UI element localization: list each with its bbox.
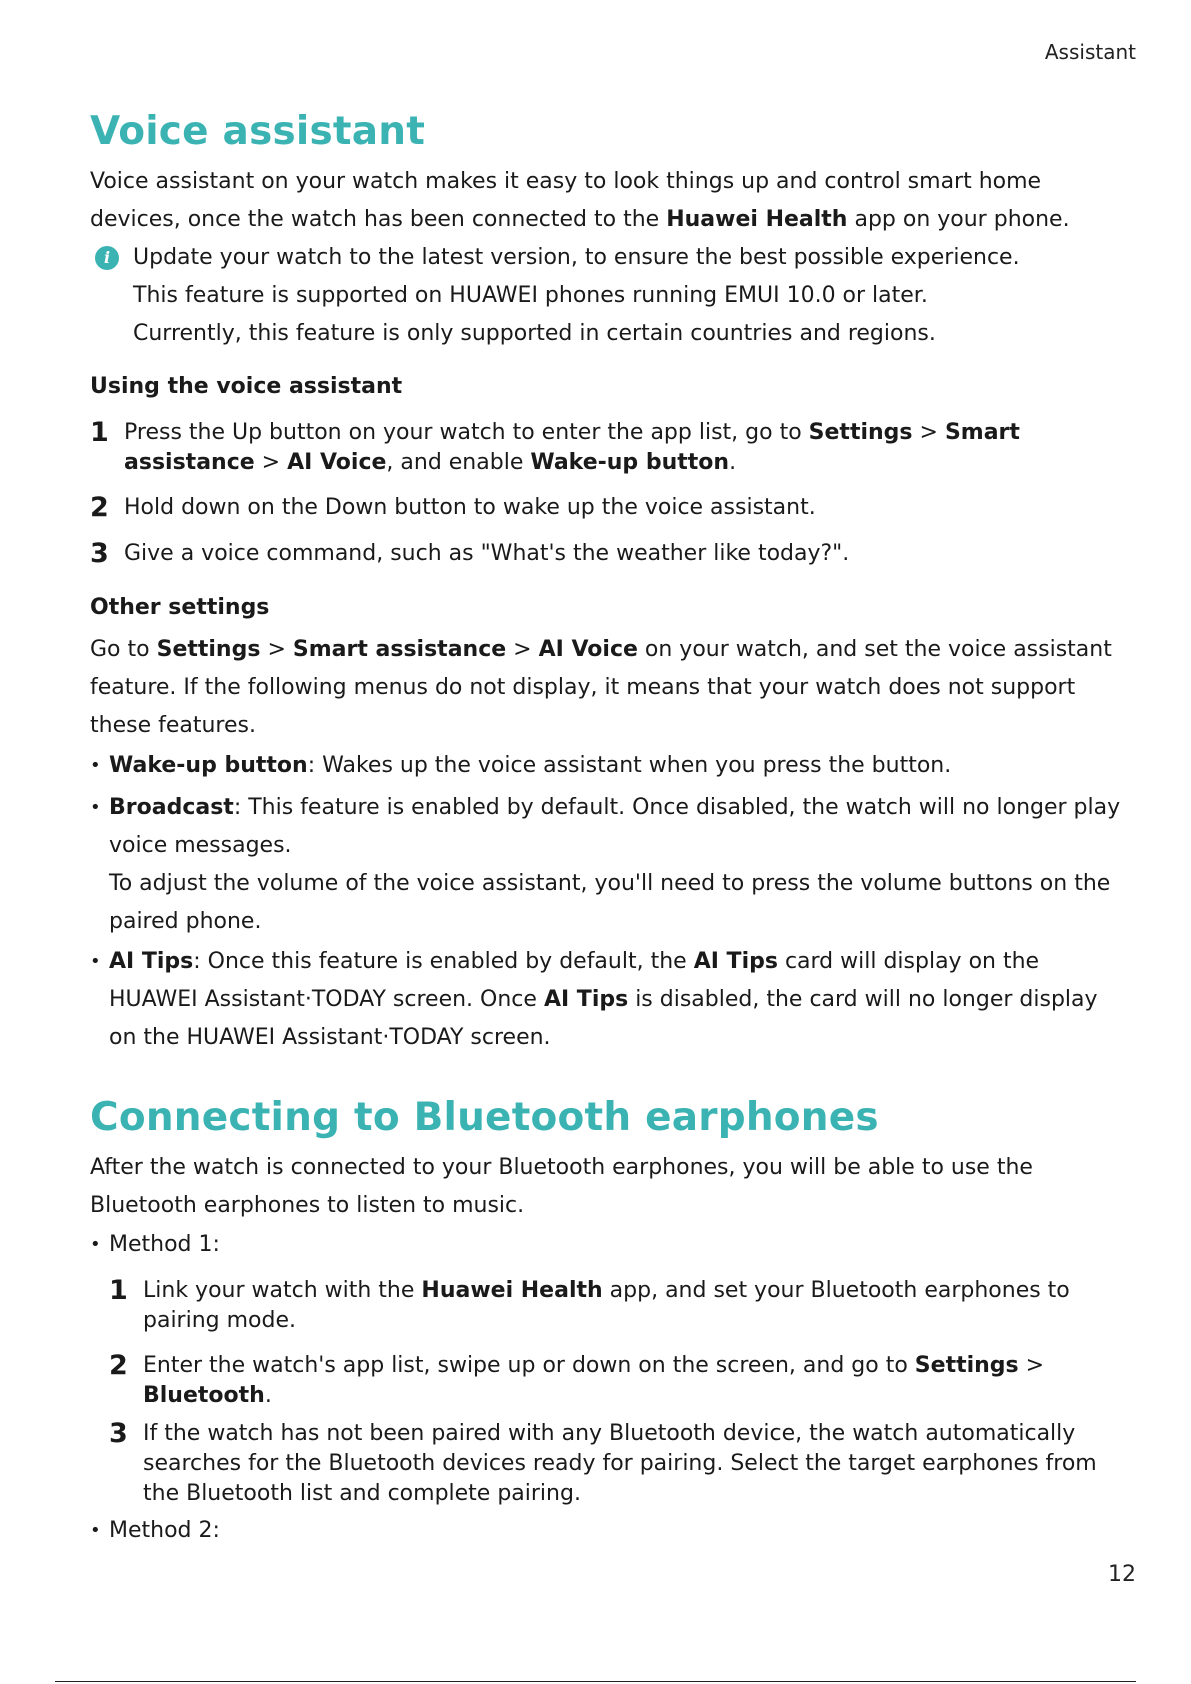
step-number: 2 bbox=[90, 492, 109, 523]
step-number: 1 bbox=[90, 417, 109, 448]
voice-assistant-heading: Voice assistant bbox=[90, 109, 426, 154]
bullet-icon: • bbox=[90, 1520, 101, 1541]
note-line: This feature is supported on HUAWEI phones running EMUI 10.0 or later. bbox=[133, 283, 928, 308]
voice-intro: Voice assistant on your watch makes it easy to look things up and control smart home devices, once the watch has been connected to the Huawei Health app on your phone. bbox=[90, 169, 1070, 232]
list-item: • Broadcast: This feature is enabled by default. Once disabled, the watch will no longer play voice messages. To adjust the volume of the voice assistant, you'll need to press the volume buttons on the paired phone. bbox=[90, 789, 1130, 941]
step-item: 2 Enter the watch's app list, swipe up or down on the screen, and go to Settings > Bluetooth. bbox=[109, 1350, 1045, 1408]
bluetooth-heading: Connecting to Bluetooth earphones bbox=[90, 1095, 879, 1140]
list-item: • Wake-up button: Wakes up the voice assistant when you press the button. bbox=[90, 747, 1130, 785]
page-content bbox=[90, 103, 1130, 1550]
app-name: Huawei Health bbox=[666, 207, 848, 232]
step-item: 3 If the watch has not been paired with any Bluetooth device, the watch automatically searches for the Bluetooth devices ready for pairing. Select the target earphones from the Bluetooth list and complete pairing. bbox=[109, 1418, 1097, 1506]
list-item: • Method 1: bbox=[90, 1226, 1130, 1264]
note-line: Currently, this feature is only supported in certain countries and regions. bbox=[133, 321, 936, 346]
bluetooth-intro: After the watch is connected to your Bluetooth earphones, you will be able to use the Bluetooth earphones to listen to music. bbox=[90, 1155, 1033, 1218]
bullet-icon: • bbox=[90, 797, 101, 818]
footer-divider bbox=[55, 1681, 1136, 1682]
note-line: Update your watch to the latest version, to ensure the best possible experience. bbox=[133, 245, 1020, 270]
bullet-icon: • bbox=[90, 1234, 101, 1255]
step-item: 1 Press the Up button on your watch to enter the app list, go to Settings > Smart assistance > AI Voice, and enable Wake-up button. bbox=[90, 417, 1020, 475]
method-list-2 bbox=[90, 1512, 1130, 1550]
method-list bbox=[90, 1226, 1130, 1264]
step-item: 2 Hold down on the Down button to wake up the voice assistant. bbox=[90, 492, 816, 523]
other-settings-heading: Other settings bbox=[90, 595, 270, 620]
broadcast-extra: To adjust the volume of the voice assistant, you'll need to press the volume buttons on the paired phone. bbox=[109, 871, 1111, 934]
other-settings-text: Go to Settings > Smart assistance > AI Voice on your watch, and set the voice assistant feature. If the following menus do not display, it means that your watch does not support these features. bbox=[90, 637, 1112, 738]
step-number: 2 bbox=[109, 1350, 128, 1381]
step-number: 3 bbox=[90, 538, 109, 569]
step-item: 1 Link your watch with the Huawei Health app, and set your Bluetooth earphones to pairing mode. bbox=[109, 1275, 1070, 1333]
step-item: 3 Give a voice command, such as "What's the weather like today?". bbox=[90, 538, 850, 569]
step-number: 3 bbox=[109, 1418, 128, 1449]
info-icon: i bbox=[95, 246, 119, 270]
voice-steps bbox=[90, 418, 1130, 569]
using-heading: Using the voice assistant bbox=[90, 374, 403, 399]
step-number: 1 bbox=[109, 1275, 128, 1306]
feature-list bbox=[90, 747, 1130, 1057]
bullet-icon: • bbox=[90, 951, 101, 972]
bluetooth-steps bbox=[90, 1276, 1130, 1509]
bullet-icon: • bbox=[90, 755, 101, 776]
section-header: Assistant bbox=[1044, 40, 1136, 64]
list-item: • AI Tips: Once this feature is enabled by default, the AI Tips card will display on the HUAWEI Assistant·TODAY screen. Once AI Tips is disabled, the card will no longer display on the HUAWEI Assistant·TODAY screen. bbox=[90, 943, 1130, 1057]
page-number: 12 bbox=[1108, 1562, 1136, 1587]
note-block bbox=[90, 239, 1130, 353]
list-item: • Method 2: bbox=[90, 1512, 1130, 1550]
